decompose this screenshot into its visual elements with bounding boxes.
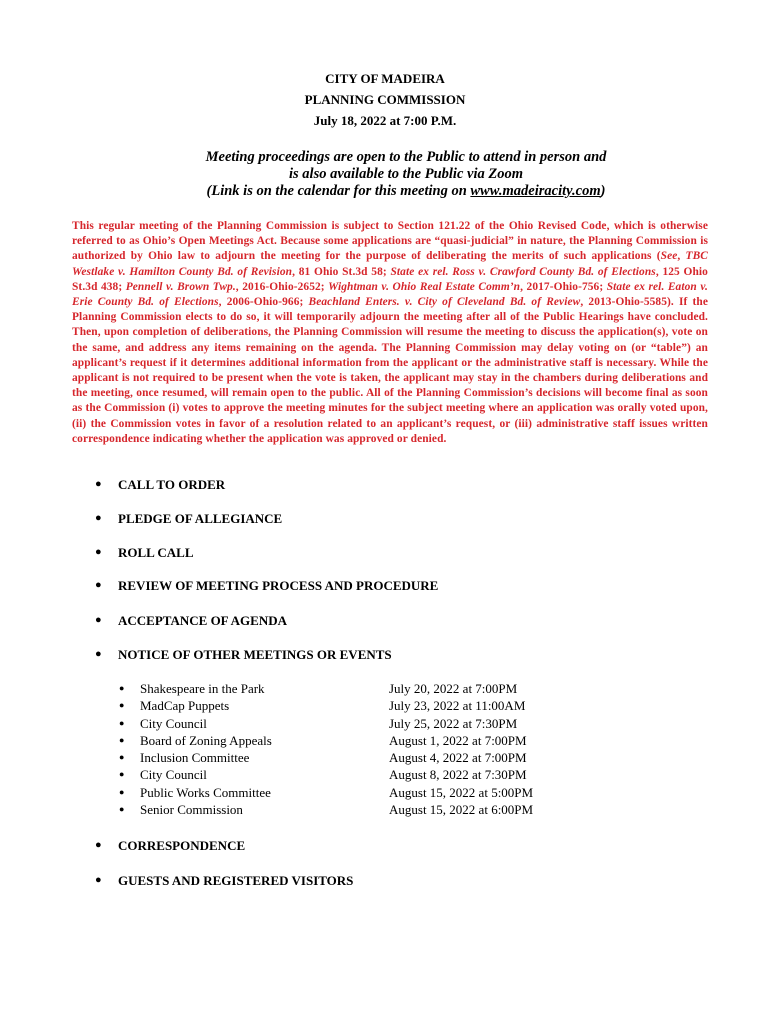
agenda-item-label: REVIEW OF MEETING PROCESS AND PROCEDURE	[118, 578, 439, 593]
bullet-icon: ●	[95, 512, 102, 524]
bullet-icon: ●	[119, 717, 125, 728]
madeira-city-link[interactable]: www.madeiracity.com	[470, 183, 601, 199]
bullet-icon: ●	[119, 769, 125, 780]
event-name: City Council	[140, 767, 207, 783]
zoom-line-3-suffix: )	[600, 183, 606, 199]
agenda-item-roll-call	[95, 544, 715, 561]
list-item	[119, 784, 579, 801]
case-citation-5: State ex rel. Eaton v. Erie County Bd. of Elections	[72, 280, 708, 309]
zoom-line-3-prefix: (Link is on the calendar for this meeting on	[206, 183, 471, 199]
event-date: July 20, 2022 at 7:00PM	[389, 681, 518, 696]
bullet-icon: ●	[119, 734, 125, 745]
list-item	[119, 732, 579, 749]
event-date: August 4, 2022 at 7:00PM	[389, 750, 527, 766]
agenda-item-label: GUESTS AND REGISTERED VISITORS	[118, 873, 354, 888]
agenda-item-label: ACCEPTANCE OF AGENDA	[118, 613, 288, 628]
open-meetings-notice: This regular meeting of the Planning Commission is subject to Section 121.22 of the Ohio Revised Code, which is otherwise referred to as Ohio’s Open Meetings Act. Because some applications are “quasi-judicial” in nature, the Planning Commission is authorized by Ohio law to adjourn the meeting for the purpose of deliberating the merits of such applications (See, TBC Westlake v. Hamilton County Bd. of Revision, 81 Ohio St.3d 58; State ex rel. Ross v. Crawford County Bd. of Elections, 125 Ohio St.3d 438; Pennell v. Brown Twp., 2016-Ohio-2652; Wightman v. Ohio Real Estate Comm’n, 2017-Ohio-756; State ex rel. Eaton v. Erie County Bd. of Elections, 2006-Ohio-966; Beachland Enters. v. City of Cleveland Bd. of Review, 2013-Ohio-5585). If the Planning Commission elects to do so, it will temporarily adjourn the meeting after all of the Public Hearings have concluded. Then, upon completion of deliberations, the Planning Commission will resume the meeting to discuss the application(s), vote on the same, and address any items remaining on the agenda. The Planning Commission may delay voting on (or “table”) an applicant’s request if it determines additional information from the applicant or the administrative staff is necessary. While the applicant is not required to be present when the vote is taken, the applicant may stay in the chambers during deliberations and the meeting, once resumed, will remain open to the public. All of the Planning Commission’s decisions will become final as soon as the Commission (i) votes to approve the meeting minutes for the subject meeting where an application was orally voted upon, (ii) the Commission votes in favor of a resolution related to an applicant’s request, or (iii) administrative staff issues written correspondence indicating whether the application was approved or denied.	[72, 220, 709, 445]
case-citation-4: Wightman v. Ohio Real Estate Comm’n	[328, 280, 521, 293]
bullet-icon: ●	[95, 648, 102, 660]
zoom-line-2: is also available to the Public via Zoom	[289, 166, 523, 182]
agenda-item-guests	[95, 872, 715, 889]
event-date: August 8, 2022 at 7:30PM	[389, 767, 527, 783]
event-date: July 25, 2022 at 7:30PM	[389, 715, 518, 731]
event-date: August 15, 2022 at 5:00PM	[389, 784, 534, 800]
event-name: Board of Zoning Appeals	[140, 732, 272, 748]
event-name: MadCap Puppets	[140, 698, 230, 714]
case-cite-3: , 2016-Ohio-2652;	[235, 280, 329, 293]
event-name: Public Works Committee	[140, 784, 271, 800]
event-name: City Council	[140, 715, 207, 731]
bullet-icon: ●	[95, 579, 102, 591]
bullet-icon: ●	[95, 614, 102, 626]
case-citation-1: TBC Westlake v. Hamilton County Bd. of Revision	[72, 250, 708, 278]
notice-see: See	[660, 250, 678, 263]
case-cite-6: , 2013-Ohio-5585). If the Planning Commission elects to do so, it will temporarily adjourn the meeting after all of the Public Hearings have concluded. Then, upon completion of deliberations, the Planning Commission will resume the meeting to discuss the application(s), vote on the same, and address any items remaining on the agenda. The Planning Commission may delay voting on (or “table”) an applicant’s request if it determines additional information from the applicant or the administrative staff is necessary. While the applicant is not required to be present when the vote is taken, the applicant may stay in the chambers during deliberations and the meeting, once resumed, will remain open to the public. All of the Planning Commission’s decisions will become final as soon as the Commission (i) votes to approve the meeting minutes for the subject meeting where an application was orally voted upon, (ii) the Commission votes in favor of a resolution related to an applicant’s request, or (iii) administrative staff issues written correspondence indicating whether the application was approved or denied.	[72, 296, 709, 445]
list-item	[119, 697, 579, 714]
event-name: Inclusion Committee	[140, 750, 250, 766]
list-item	[119, 680, 579, 697]
case-cite-2: , 125 Ohio St.3d 438;	[72, 265, 708, 293]
bullet-icon: ●	[119, 683, 125, 693]
case-citation-6: Beachland Enters. v. City of Cleveland Bd. of Review	[308, 296, 581, 309]
event-name: Senior Commission	[140, 802, 243, 818]
zoom-line-1: Meeting proceedings are open to the Public to attend in person and	[205, 149, 607, 165]
notice-text-1: This regular meeting of the Planning Commission is subject to Section 121.22 of the Ohio Revised Code, which is otherwise referred to as Ohio’s Open Meetings Act. Because some applications are “quasi-judicial” in nature, the Planning Commission is authorized by Ohio law to adjourn the meeting for the purpose of deliberating the merits of such applications (	[72, 220, 708, 263]
bullet-icon: ●	[95, 478, 102, 490]
list-item	[119, 715, 579, 732]
agenda-item-label: PLEDGE OF ALLEGIANCE	[118, 511, 283, 526]
agenda-item-correspondence	[95, 837, 715, 854]
bullet-icon: ●	[95, 546, 102, 558]
bullet-icon: ●	[119, 752, 125, 763]
list-item	[119, 801, 579, 818]
list-item	[119, 766, 579, 783]
list-item	[119, 749, 579, 766]
case-cite-4: , 2017-Ohio-756;	[520, 280, 607, 293]
agenda-item-review-process	[95, 577, 715, 594]
event-date: August 15, 2022 at 6:00PM	[389, 802, 534, 818]
zoom-line-3	[0, 183, 770, 200]
agenda-item-label: NOTICE OF OTHER MEETINGS OR EVENTS	[118, 647, 392, 662]
events-list	[119, 680, 579, 818]
agenda-item-notice-meetings	[95, 646, 715, 663]
agenda-item-label: ROLL CALL	[118, 545, 194, 560]
event-date: July 23, 2022 at 11:00AM	[389, 698, 526, 714]
agenda-item-pledge	[95, 510, 715, 527]
case-citation-2: State ex rel. Ross v. Crawford County Bd. of Elections	[390, 265, 656, 278]
agenda-item-label: CALL TO ORDER	[118, 477, 226, 492]
agenda-item-call-to-order	[95, 476, 715, 493]
case-citation-3: Pennell v. Brown Twp.	[125, 280, 236, 293]
event-date: August 1, 2022 at 7:00PM	[389, 732, 527, 748]
commission-name: PLANNING COMMISSION	[304, 92, 466, 107]
agenda-item-label: CORRESPONDENCE	[118, 838, 246, 853]
city-name: CITY OF MADEIRA	[325, 71, 445, 86]
event-name: Shakespeare in the Park	[140, 681, 265, 696]
bullet-icon: ●	[119, 804, 125, 815]
agenda-item-acceptance	[95, 612, 715, 629]
meeting-date: July 18, 2022 at 7:00 P.M.	[313, 113, 457, 128]
bullet-icon: ●	[95, 839, 102, 851]
case-cite-1: , 81 Ohio St.3d 58;	[292, 265, 391, 278]
zoom-availability-notice	[0, 149, 770, 200]
bullet-icon: ●	[119, 786, 125, 797]
bullet-icon: ●	[95, 874, 102, 886]
bullet-icon: ●	[119, 700, 125, 711]
case-cite-5: , 2006-Ohio-966;	[218, 296, 309, 309]
document-header	[0, 68, 770, 131]
